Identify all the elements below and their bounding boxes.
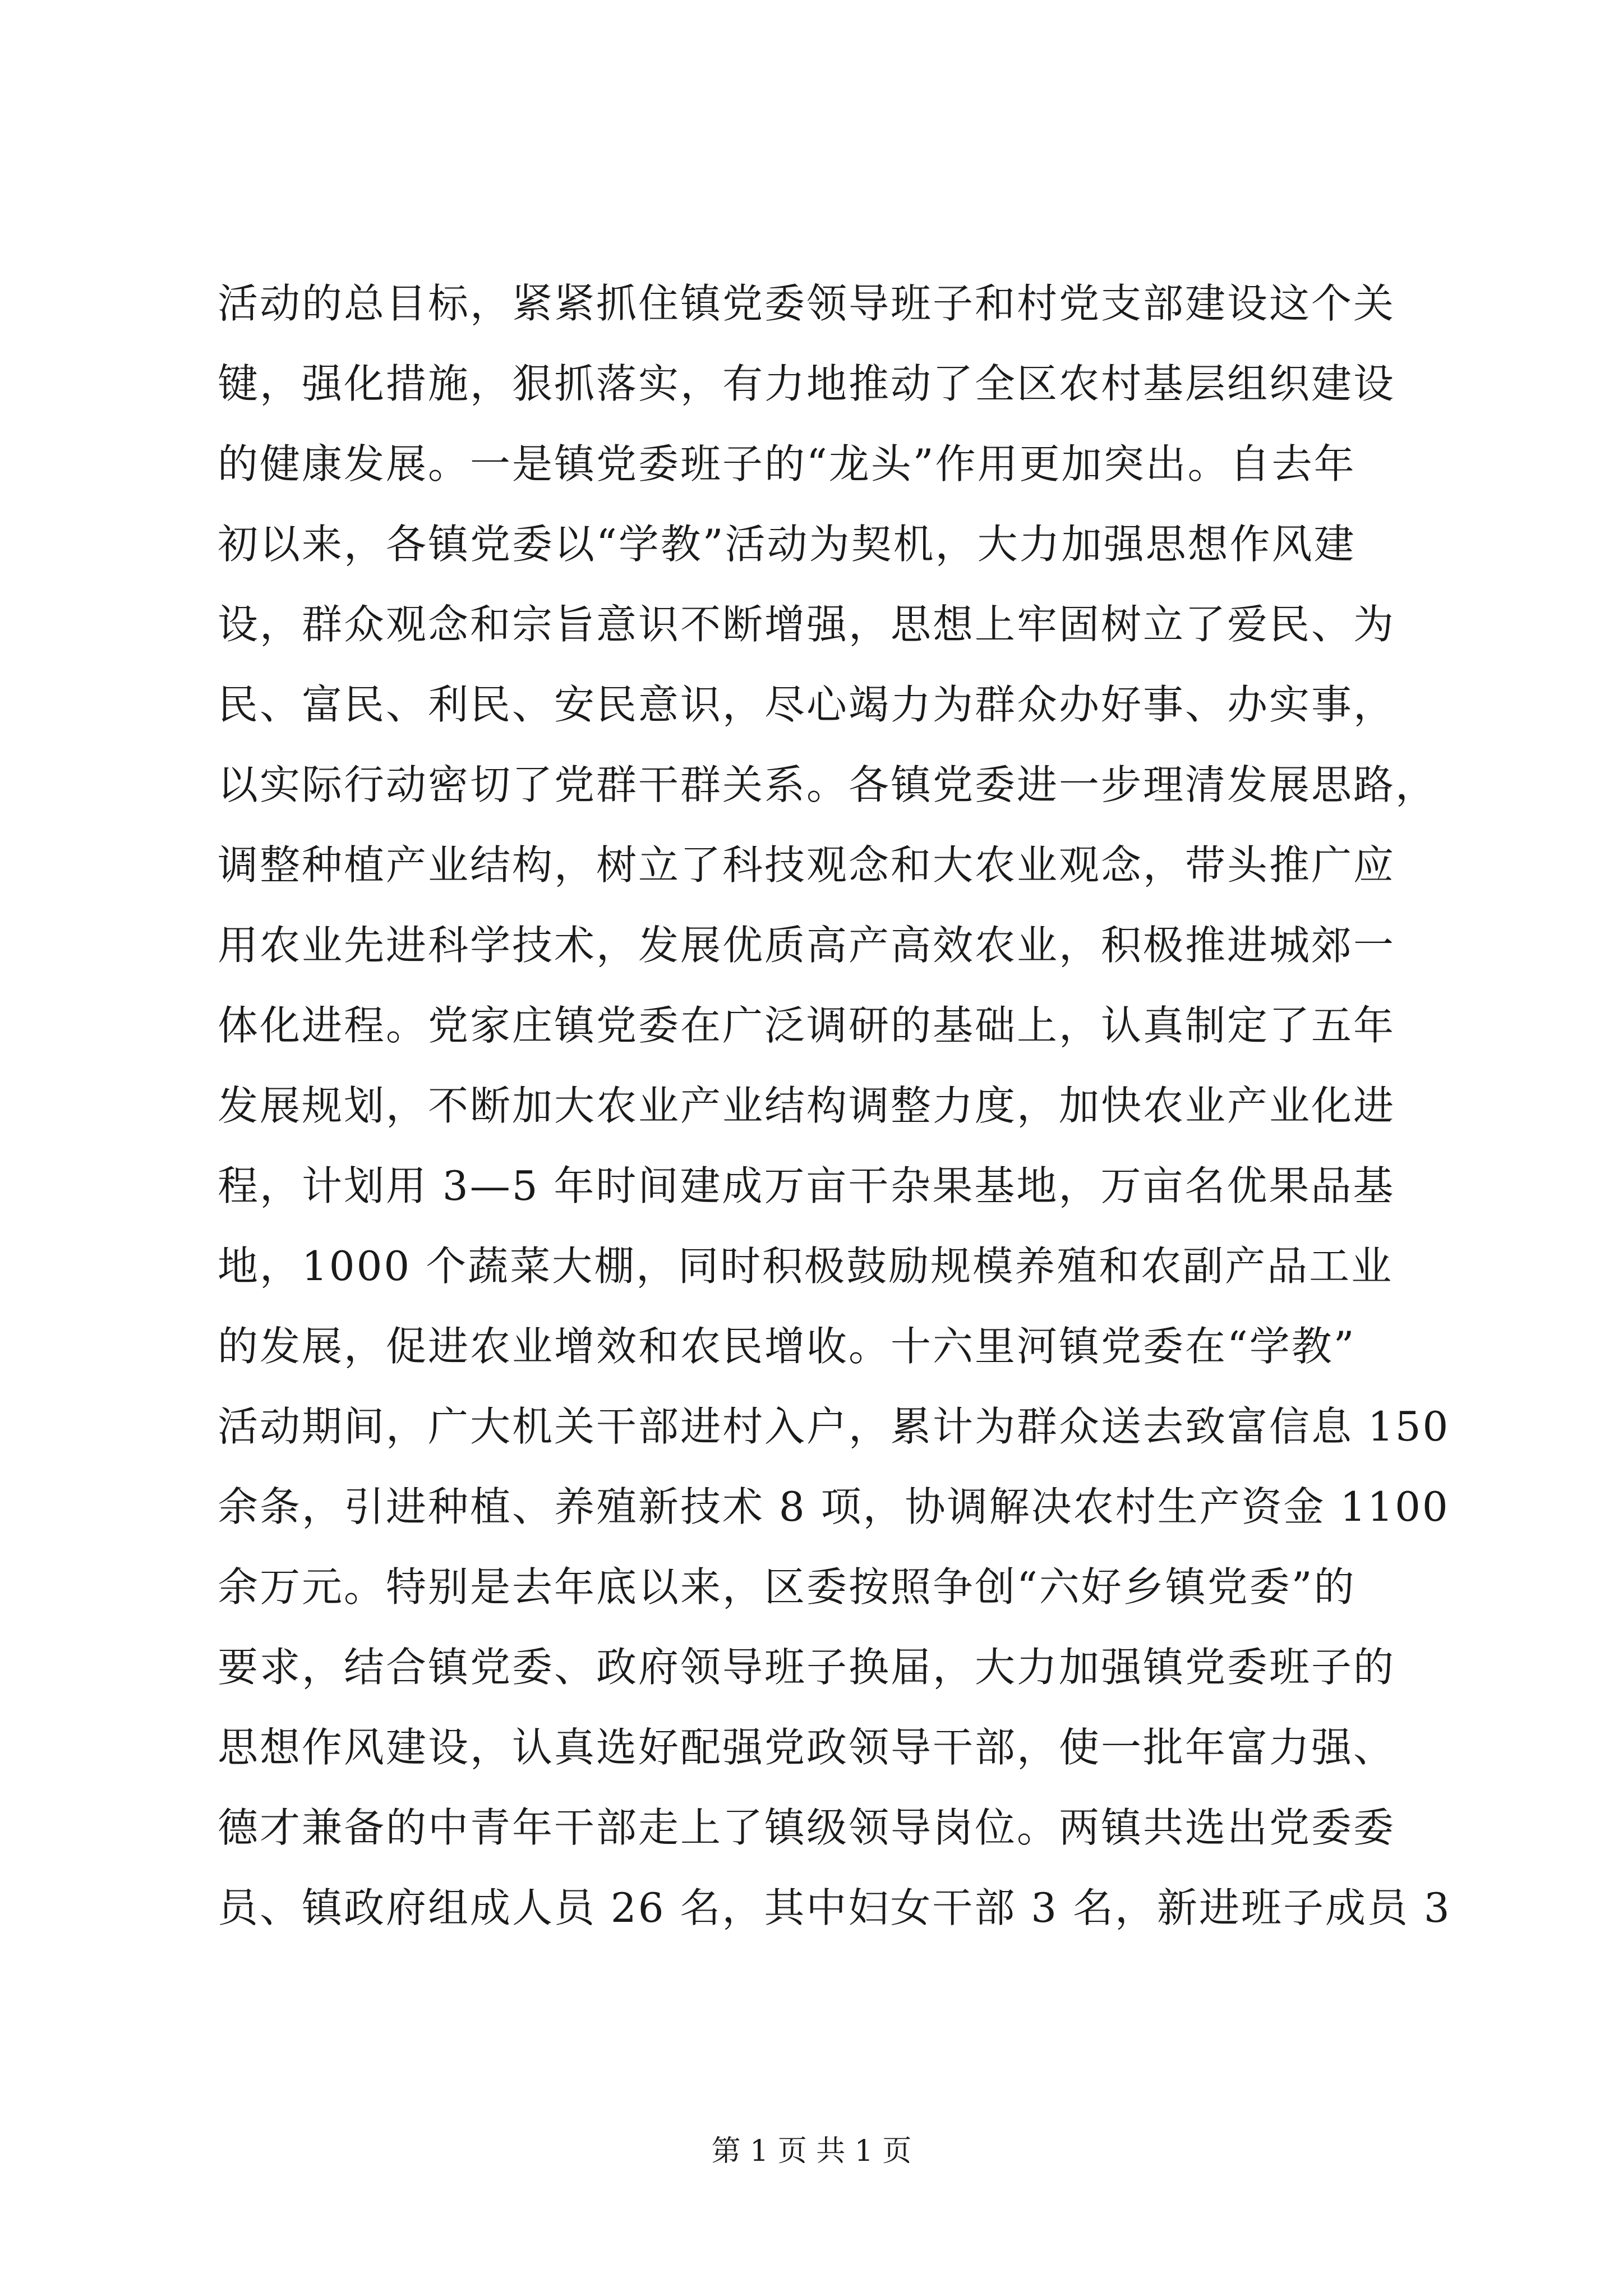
text-line-8: 调整种植产业结构，树立了科技观念和大农业观念，带头推广应 <box>218 841 1396 889</box>
text-line-16: 余条，引进种植、养殖新技术 8 项，协调解决农村生产资金 1100 <box>218 1483 1450 1530</box>
text-line-12: 程，计划用 3—5 年时间建成万亩干杂果基地，万亩名优果品基 <box>218 1162 1395 1209</box>
body-paragraph <box>218 264 1451 1948</box>
text-line-4: 初以来，各镇党委以“学教”活动为契机，大力加强思想作风建 <box>218 521 1356 568</box>
text-line-18: 要求，结合镇党委、政府领导班子换届，大力加强镇党委班子的 <box>218 1644 1396 1691</box>
text-line-11: 发展规划，不断加大农业产业结构调整力度，加快农业产业化进 <box>218 1082 1396 1129</box>
text-line-15: 活动期间，广大机关干部进村入户，累计为群众送去致富信息 150 <box>218 1403 1450 1450</box>
text-line-1: 活动的总目标，紧紧抓住镇党委领导班子和村党支部建设这个关 <box>218 280 1396 327</box>
text-line-2: 键，强化措施，狠抓落实，有力地推动了全区农村基层组织建设 <box>218 360 1396 407</box>
text-line-6: 民、富民、利民、安民意识，尽心竭力为群众办好事、办实事， <box>218 681 1396 728</box>
text-line-13: 地，1000 个蔬菜大棚，同时积极鼓励规模养殖和农副产品工业 <box>218 1243 1394 1290</box>
text-line-9: 用农业先进科学技术，发展优质高产高效农业，积极推进城郊一 <box>218 922 1396 969</box>
page-footer <box>0 2129 1623 2174</box>
text-line-19: 思想作风建设，认真选好配强党政领导干部，使一批年富力强、 <box>218 1724 1396 1771</box>
text-line-17: 余万元。特别是去年底以来，区委按照争创“六好乡镇党委”的 <box>218 1563 1356 1611</box>
page-number-label: 第 1 页 共 1 页 <box>711 2134 912 2168</box>
text-line-5: 设，群众观念和宗旨意识不断增强，思想上牢固树立了爱民、为 <box>218 601 1396 648</box>
text-line-21: 员、镇政府组成人员 26 名，其中妇女干部 3 名，新进班子成员 3 <box>218 1884 1451 1931</box>
text-line-14: 的发展，促进农业增效和农民增收。十六里河镇党委在“学教” <box>218 1323 1356 1370</box>
text-line-20: 德才兼备的中青年干部走上了镇级领导岗位。两镇共选出党委委 <box>218 1804 1396 1851</box>
text-line-10: 体化进程。党家庄镇党委在广泛调研的基础上，认真制定了五年 <box>218 1002 1396 1049</box>
text-line-7: 以实际行动密切了党群干群关系。各镇党委进一步理清发展思路， <box>218 761 1438 808</box>
text-line-3: 的健康发展。一是镇党委班子的“龙头”作用更加突出。自去年 <box>218 440 1356 487</box>
